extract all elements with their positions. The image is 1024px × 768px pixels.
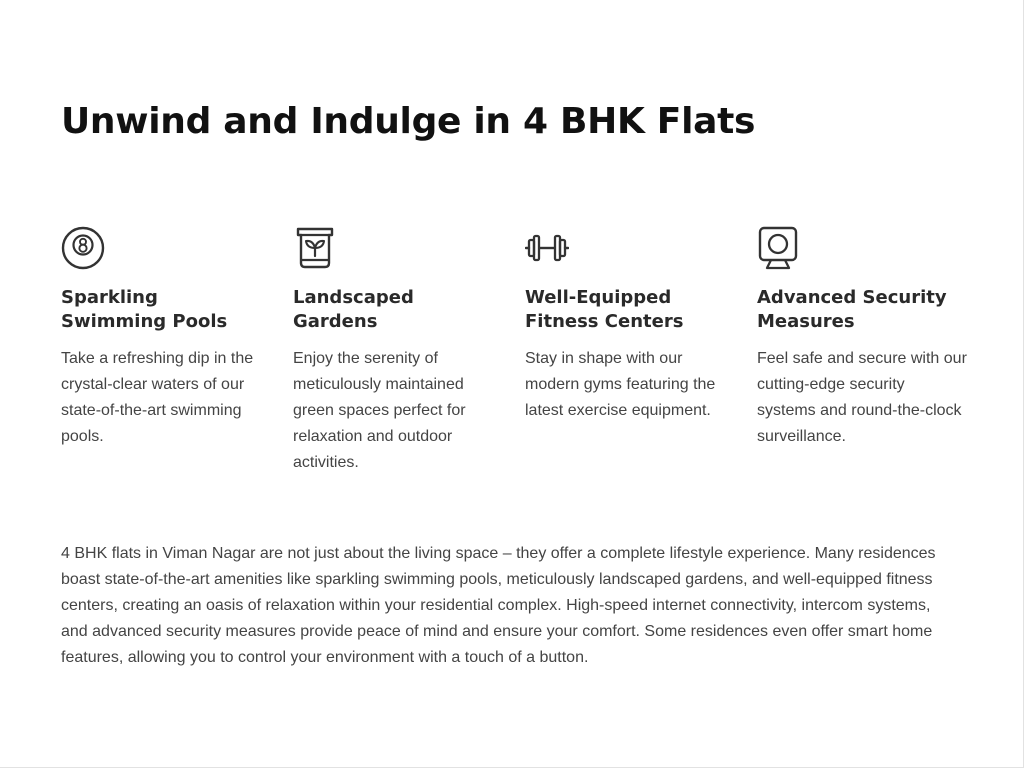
feature-swimming-pools [61,226,261,450]
body-paragraph: 4 BHK flats in Viman Nagar are not just about the living space – they offer a complete lifestyle experience. Many residences boast state-of-the-art amenities like sparkling swimming pools, meticulously landscaped gardens, and well-equipped fitness centers, creating an oasis of relaxation within your residential complex. High-speed internet connectivity, intercom systems, and advanced security measures provide peace of mind and ensure your comfort. Some residences even offer smart home features, allowing you to control your environment with a touch of a button. [61,545,936,666]
feature-title [61,286,261,334]
feature-title [525,286,725,334]
feature-title-line: Well-Equipped [525,287,672,308]
feature-title-line: Advanced Security [757,287,947,308]
feature-title-line: Swimming Pools [61,311,228,332]
billiard-ball-8-icon [61,226,105,270]
feature-title-line: Gardens [293,311,378,332]
feature-grid [61,226,991,486]
page-title: Unwind and Indulge in 4 BHK Flats [61,101,756,142]
feature-title-line: Fitness Centers [525,311,684,332]
feature-description: Enjoy the serenity of meticulously maintained green spaces perfect for relaxation and outdoor activities. [293,350,466,471]
feature-title-line: Sparkling [61,287,158,308]
security-camera-icon [757,226,801,270]
plant-pot-icon [293,226,337,270]
feature-title [757,286,967,334]
feature-security [757,226,967,450]
feature-description: Stay in shape with our modern gyms featuring the latest exercise equipment. [525,350,716,419]
feature-fitness-centers [525,226,725,424]
feature-title [293,286,493,334]
feature-description: Take a refreshing dip in the crystal-clear waters of our state-of-the-art swimming pools. [61,350,254,445]
feature-title-line: Landscaped [293,287,414,308]
feature-gardens [293,226,493,476]
feature-title-line: Measures [757,311,855,332]
feature-description: Feel safe and secure with our cutting-edge security systems and round-the-clock surveillance. [757,350,967,445]
dumbbell-icon [525,226,569,270]
